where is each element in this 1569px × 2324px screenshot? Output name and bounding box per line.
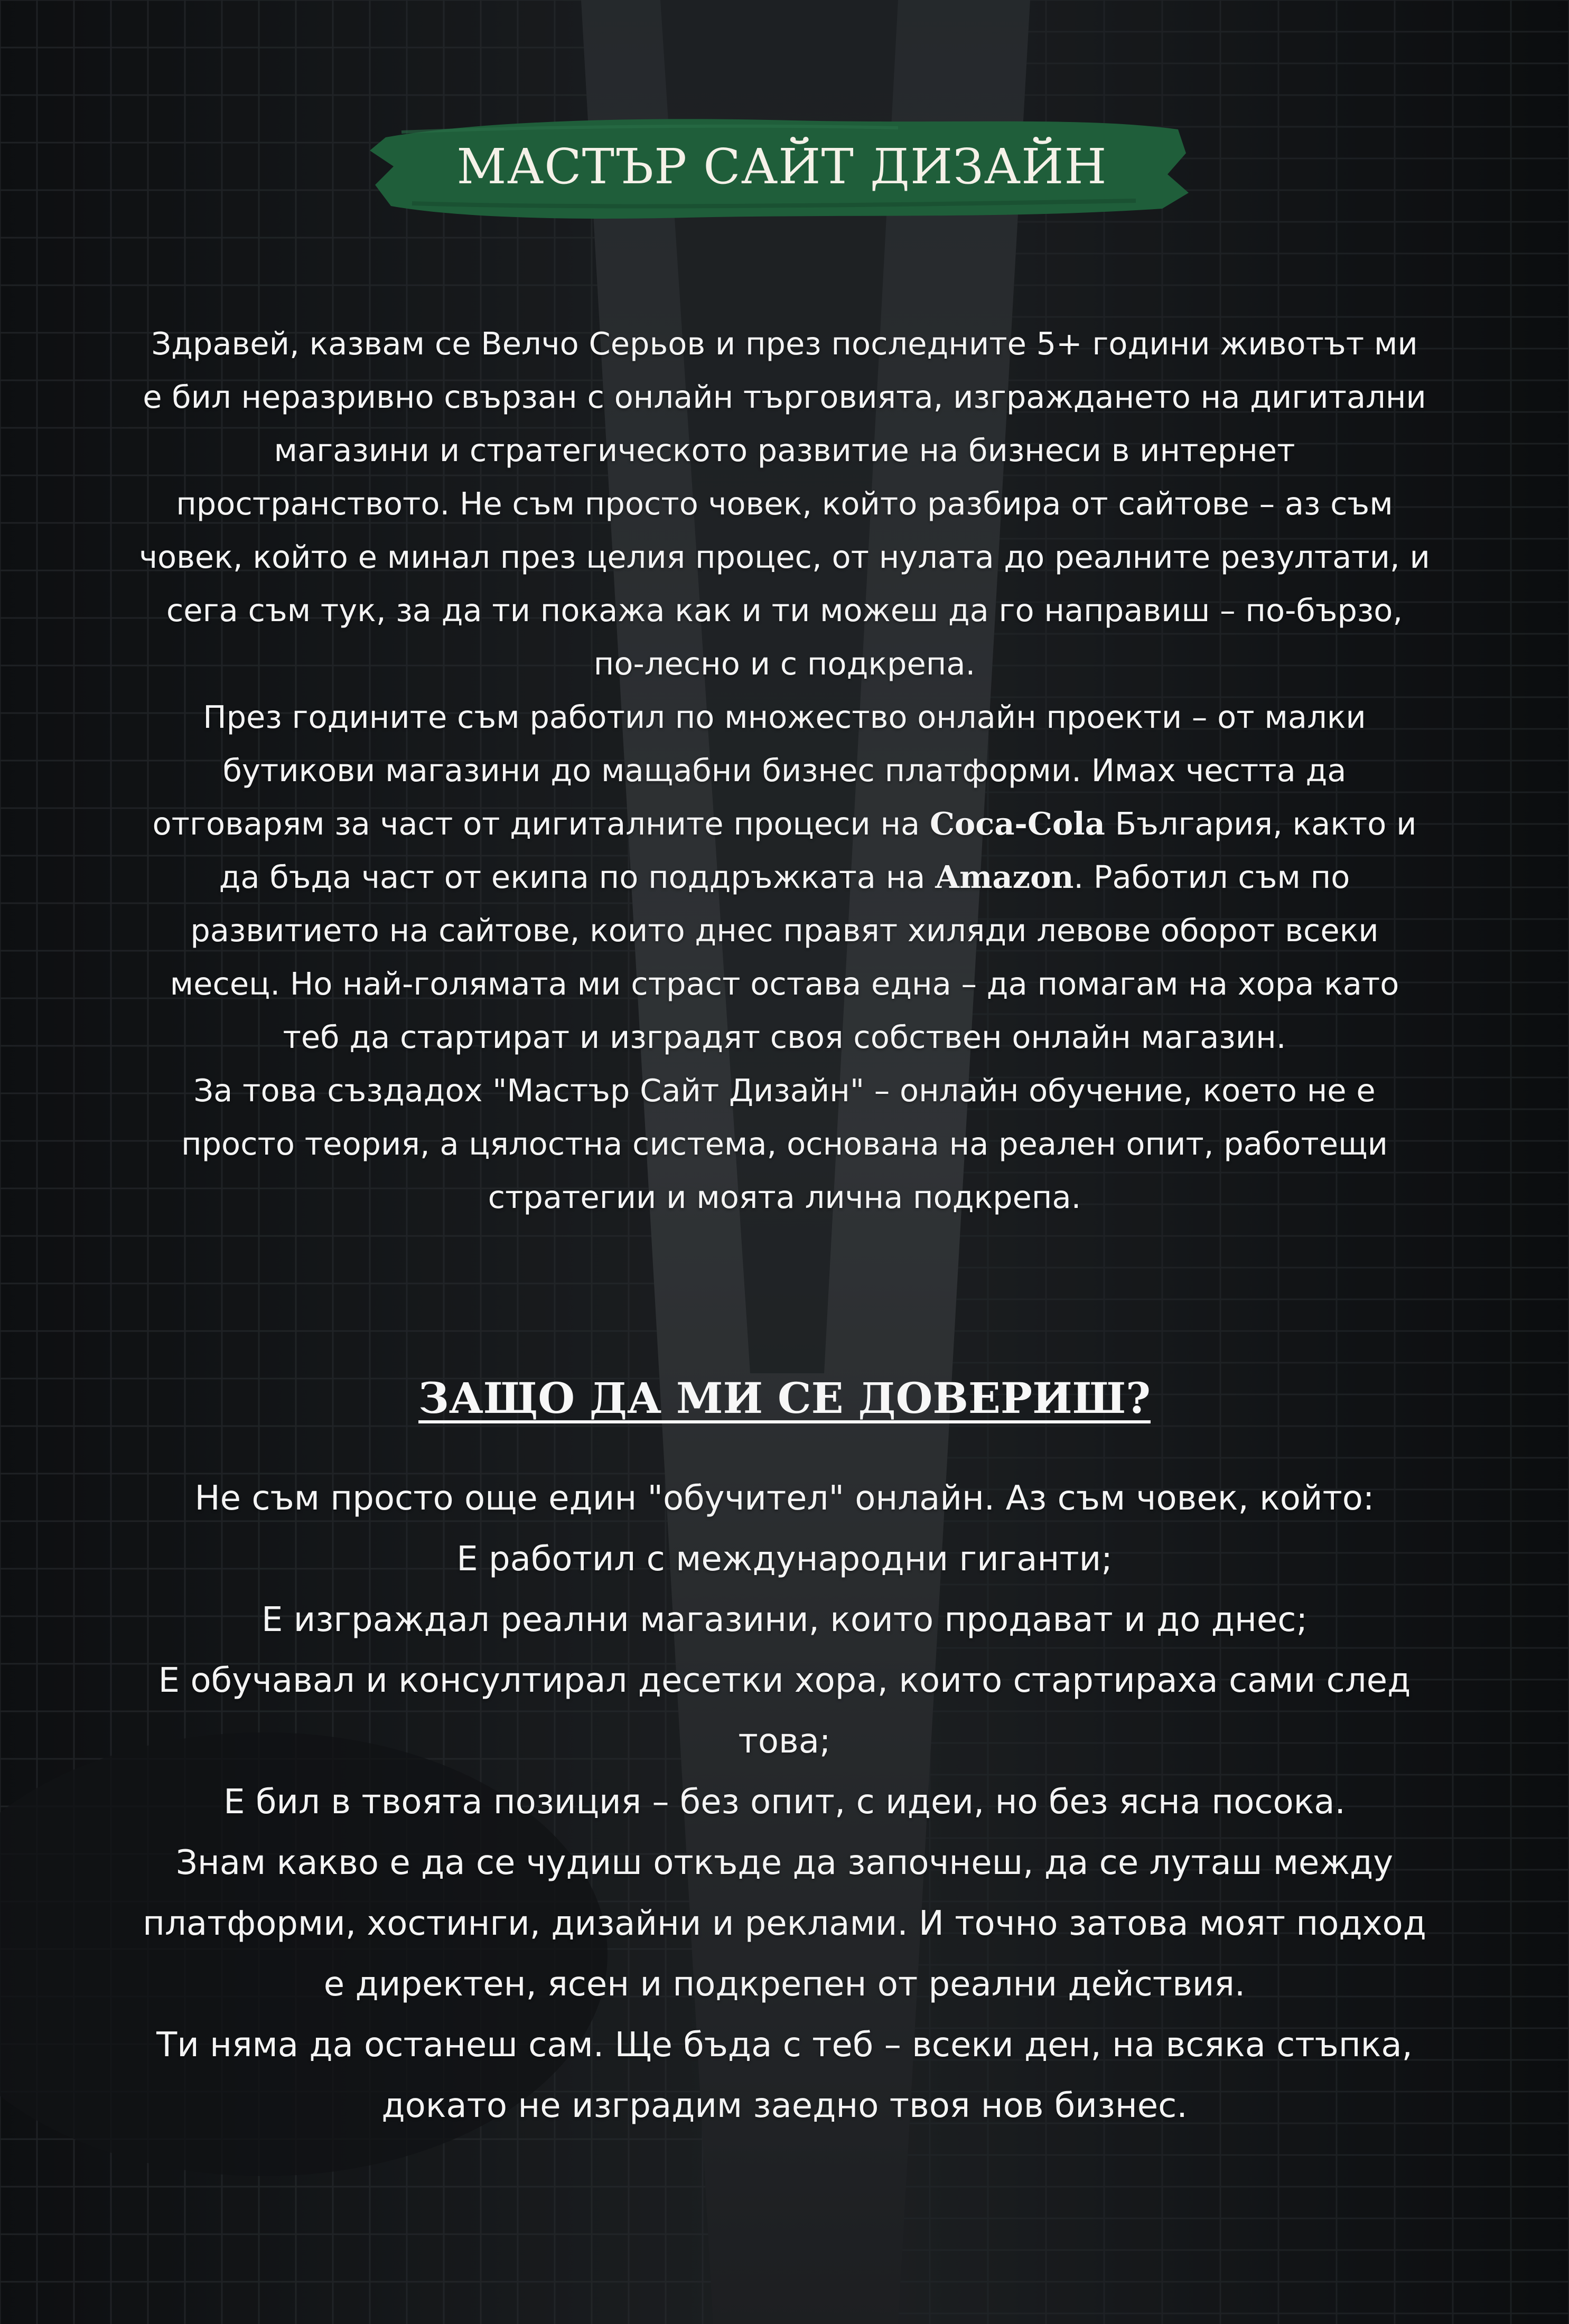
why-trust-heading: ЗАЩО ДА МИ СЕ ДОВЕРИШ?: [418, 1373, 1151, 1423]
why-know-paragraph: Знам какво е да се чудиш откъде да започнеш, да се луташ между платформи, хостинги, дизайни и реклами. И точно затова моят подход е директен, ясен и подкрепен от реални действия.: [143, 1843, 1426, 2004]
intro-text: [137, 317, 1432, 1224]
why-item: Е изграждал реални магазини, които продават и до днес;: [262, 1600, 1308, 1639]
page-title: МАСТЪР САЙТ ДИЗАЙН: [456, 138, 1107, 195]
why-final-paragraph: Ти няма да останеш сам. Ще бъда с теб – всеки ден, на всяка стъпка, докато не изградим заедно твоя нов бизнес.: [156, 2026, 1413, 2125]
why-trust-text: [137, 1468, 1432, 2136]
intro-paragraph-3: За това създадох "Мастър Сайт Дизайн" – онлайн обучение, което не е просто теория, а цялостна система, основана на реален опит, работещи стратегии и моята лична подкрепа.: [181, 1072, 1388, 1215]
brand-amazon: Amazon: [935, 859, 1074, 895]
why-item: Е работил с международни гиганти;: [456, 1540, 1113, 1579]
why-lead: Не съм просто още един "обучител" онлайн. Аз съм човек, който:: [194, 1479, 1375, 1518]
why-item: Е обучавал и консултирал десетки хора, които стартираха сами след това;: [158, 1661, 1411, 1761]
title-banner: [370, 100, 1194, 232]
intro-paragraph-1: Здравей, казвам се Велчо Серьов и през последните 5+ години животът ми е бил неразривно свързан с онлайн търговията, изграждането на дигитални магазини и стратегическото развитие на бизнеси в интернет пространството. Не съм просто човек, който разбира от сайтове – аз съм човек, който е минал през целия процес, от нулата до реалните резултати, и сега съм тук, за да ти покажа как и ти можеш да го направиш – по-бързо, по-лесно и с подкрепа.: [139, 325, 1430, 682]
intro-paragraph-2: През годините съм работил по множество онлайн проекти – от малки бутикови магазини до мащабни бизнес платформи. Имах честта да отговарям за част от дигиталните процеси на Coca-Cola България, както и да бъда част от екипа по поддръжката на Amazon. Работил съм по развитието на сайтове, които днес правят хиляди левове оборот всеки месец. Но най-голямата ми страст остава една – да помагам на хора като теб да стартират и изградят своя собствен онлайн магазин.: [152, 699, 1417, 1055]
brand-coca-cola: Coca-Cola: [929, 805, 1105, 842]
why-item: Е бил в твоята позиция – без опит, с идеи, но без ясна посока.: [223, 1783, 1346, 1822]
